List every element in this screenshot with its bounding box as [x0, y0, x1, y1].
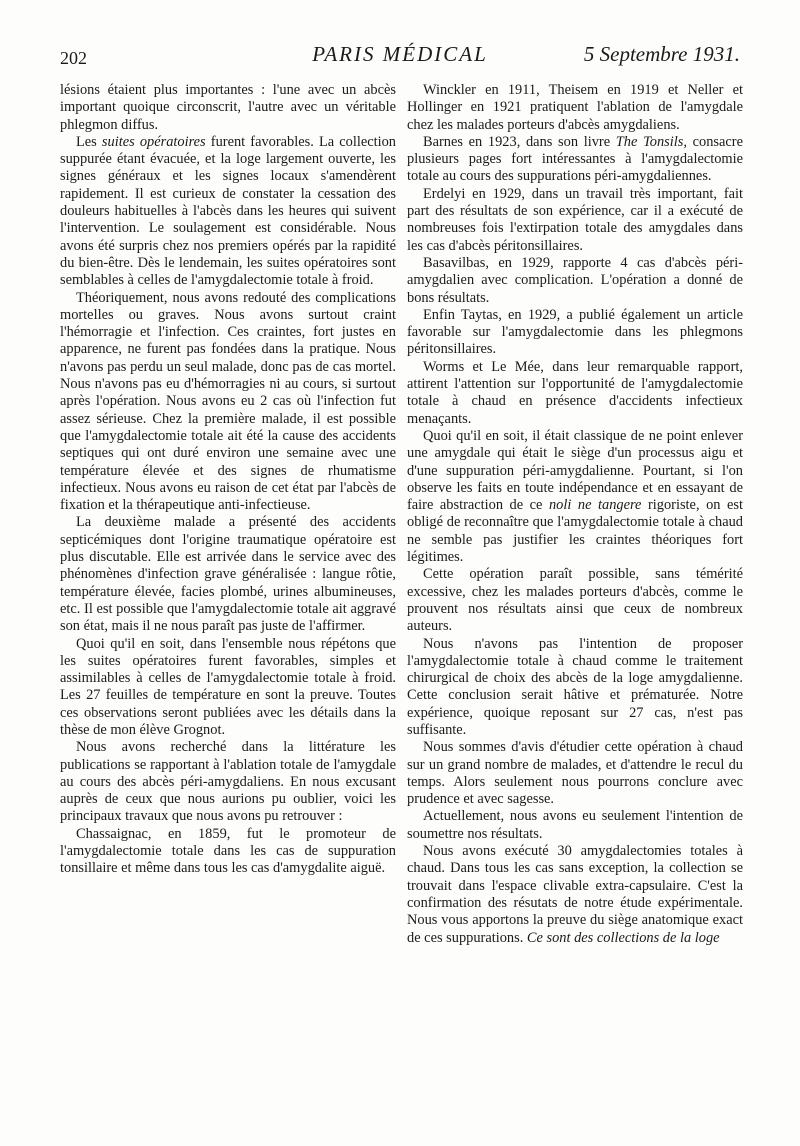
- text-run: consacre plusieurs pages fort intéressantes à l'amygdalectomie totale au cours des suppurations péri-amygdaliennes.: [407, 133, 743, 185]
- emphasis: The Tonsils,: [615, 133, 687, 150]
- paragraph: Enfin Taytas, en 1929, a publié également un article favorable sur l'amygdalectomie dans les phlegmons péritonsillaires.: [407, 306, 743, 358]
- paragraph: Nous n'avons pas l'intention de proposer l'amygdalectomie totale à chaud comme le traitement chirurgical de choix des abcès de la loge amygdalienne. Cette conclusion serait hâtive et prématurée. Notre expérience, quoique reposant sur 27 cas, n'est pas suffisante.: [407, 635, 743, 738]
- text-run: Quoi qu'il en soit, il était classique de ne point enlever une amygdale qui était le siège d'un processus aigu et d'une suppuration péri-amygdalienne. Pourtant, si l'on observe les faits en toute indépendance et en essayant de faire abstraction de ce: [407, 427, 743, 514]
- paragraph: Cette opération paraît possible, sans témérité excessive, chez les malades porteurs d'abcès, comme le prouvent nos résultats ainsi que ceux de nombreux auteurs.: [407, 566, 743, 635]
- paragraph: lésions étaient plus importantes : l'une avec un abcès important quoique circonscrit, l'autre avec un véritable phlegmon diffus.: [60, 82, 396, 133]
- text-run: rigoriste, on est obligé de reconnaître que l'amygdalectomie totale à chaud ne semble pas justifier les craintes théoriques fort légitimes.: [407, 497, 743, 566]
- left-column: [60, 82, 396, 878]
- text-run: Barnes en 1923, dans son livre: [423, 133, 611, 150]
- page-header: [60, 42, 740, 72]
- journal-title: PARIS MÉDICAL: [312, 42, 488, 66]
- emphasis: Ce sont des collections de la loge: [526, 929, 720, 946]
- paragraph: Théoriquement, nous avons redouté des complications mortelles ou graves. Nous avons surtout craint l'hémorragie et l'infection. Ces craintes, fort justes en apparence, ne furent pas fondées dans la pratique. Nous n'avons pas perdu un seul malade, donc pas de cas mortel. Nous n'avons pas eu d'hémorragies ni au cours, si surtout après l'opération. Nous avons eu 2 cas où l'infection fut assez sérieuse. Chez la première malade, il est possible que l'amygdalectomie totale ait été la cause des accidents septiques qui ont duré environ une semaine avec une température élevée et des signes de rhumatisme infectieux. Nous avons eu raison de cet état par l'abcès de fixation et la thérapeutique anti-infectieuse.: [60, 289, 396, 514]
- paragraph: Worms et Le Mée, dans leur remarquable rapport, attirent l'attention sur l'opportunité de l'amygdalectomie totale à chaud en présence d'accidents infectieux menaçants.: [407, 358, 743, 427]
- right-column: [407, 82, 743, 947]
- emphasis: noli ne tangere: [548, 497, 642, 514]
- paragraph: Chassaignac, en 1859, fut le promoteur de l'amygdalectomie totale dans les cas de suppuration tonsillaire et même dans tous les cas d'amygdalite aiguë.: [60, 825, 396, 877]
- paragraph: Basavilbas, en 1929, rapporte 4 cas d'abcès péri-amygdalien avec complication. L'opération a donné de bons résultats.: [407, 254, 743, 306]
- paragraph: Winckler en 1911, Theisem en 1919 et Neller et Hollinger en 1921 pratiquent l'ablation de l'amygdale chez les malades porteurs d'abcès amygdaliens.: [407, 82, 743, 133]
- text-run: furent favorables. La collection suppurée étant évacuée, et la loge largement ouverte, les signes généraux et les signes locaux s'amendèrent rapidement. Il est curieux de constater la cessation des douleurs habituelles à l'abcès dans les heures qui suivent l'intervention. Le soulagement est considérable. Nous avons été surpris chez nos premiers opérés par la rapidité du bien-être. Dès le lendemain, les suites opératoires sont semblables à celles de l'amygdalectomie totale à froid.: [60, 133, 396, 289]
- paragraph: La deuxième malade a présenté des accidents septicémiques dont l'origine traumatique opératoire est plus discutable. Elle est arrivée dans le service avec des phénomènes d'infection grave généralisée : langue rôtie, température élevée, facies plombé, urines albumineuses, etc. Il est possible que l'amygdalectomie totale ait aggravé son état, mais il ne nous paraît pas juste de l'affirmer.: [60, 514, 396, 635]
- text-run: Les: [76, 133, 97, 150]
- page-number: 202: [60, 48, 87, 68]
- text-run: Nous avons exécuté 30 amygdalectomies totales à chaud. Dans tous les cas sans exception, la collection se trouvait dans l'espace clivable extra-capsulaire. C'est la confirmation des résutats de notre étude expérimentale. Nous vous apportons la preuve du siège anatomique exact de ces suppurations.: [407, 843, 743, 946]
- paragraph: Nous sommes d'avis d'étudier cette opération à chaud sur un grand nombre de malades, et d'attendre le recul du temps. Alors seulement nous pourrons conclure avec prudence et avec sagesse.: [407, 739, 743, 808]
- paragraph: [60, 134, 396, 290]
- paragraph: [407, 428, 743, 566]
- emphasis: suites opératoires: [101, 133, 206, 150]
- paragraph: Nous avons recherché dans la littérature les publications se rapportant à l'ablation totale de l'amygdale au cours des abcès péri-amygdaliens. En nous excusant auprès de ceux que nous aurions pu oublier, voici les principaux travaux que nous avons pu retrouver :: [60, 739, 396, 825]
- paragraph: Quoi qu'il en soit, dans l'ensemble nous répétons que les suites opératoires furent favorables, simples et assimilables à celles de l'amygdalectomie totale à froid. Les 27 feuilles de température en sont la preuve. Toutes ces observations seront publiées avec les détails dans la thèse de mon élève Grognot.: [60, 635, 396, 738]
- issue-date: 5 Septembre 1931.: [583, 42, 740, 66]
- paragraph: Erdelyi en 1929, dans un travail très important, fait part des résultats de son expérience, car il a exécuté de nombreuses fois l'extirpation totale des amygdales dans les cas d'abcès péritonsillaires.: [407, 185, 743, 254]
- paragraph: [407, 843, 743, 947]
- paragraph: Actuellement, nous avons eu seulement l'intention de soumettre nos résultats.: [407, 808, 743, 842]
- paragraph: [407, 134, 743, 186]
